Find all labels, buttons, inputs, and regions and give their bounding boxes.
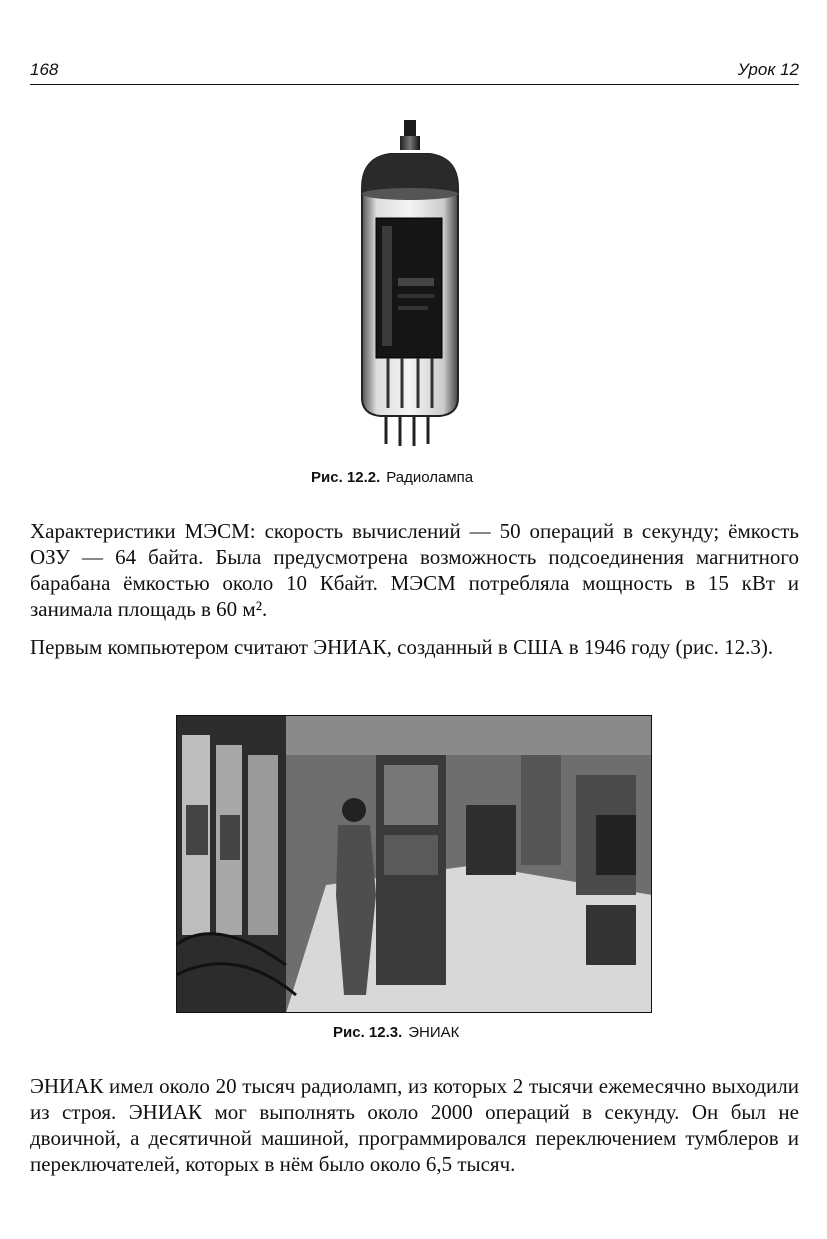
section-title: Урок 12 (737, 60, 799, 79)
paragraph-eniac-intro: Первым компьютером считают ЭНИАК, созданный в США в 1946 году (рис. 12.3). (30, 635, 774, 659)
vacuum-tube-image (340, 118, 480, 448)
figure-label: Рис. 12.3. (333, 1024, 403, 1041)
eniac-photo (176, 715, 652, 1013)
figure-caption-text: Радиолампа (386, 469, 474, 486)
page-number: 168 (30, 60, 59, 79)
figure-caption-tube (311, 469, 473, 486)
paragraph-eniac-details: ЭНИАК имел около 20 тысяч радиоламп, из которых 2 тысячи ежемесячно выходили из строя. ЭНИАК мог выполнять около 2000 операций в секунду. Он был не двоичной, а десятичной машиной, программировался переключением тумблеров и переключателей, которых в нём было около 6,5 тысяч. (30, 1074, 799, 1176)
paragraph-mesm: Характеристики МЭСМ: скорость вычислений — 50 операций в секунду; ёмкость ОЗУ — 64 байта. Была предусмотрена возможность подсоединения магнитного барабана ёмкостью около 10 Кбайт. МЭСМ потребляла мощность в 15 кВт и занимала площадь в 60 м². (30, 519, 799, 621)
figure-caption-text: ЭНИАК (408, 1024, 460, 1041)
page-header (30, 58, 799, 85)
figure-caption-eniac (333, 1024, 459, 1041)
figure-label: Рис. 12.2. (311, 469, 381, 486)
